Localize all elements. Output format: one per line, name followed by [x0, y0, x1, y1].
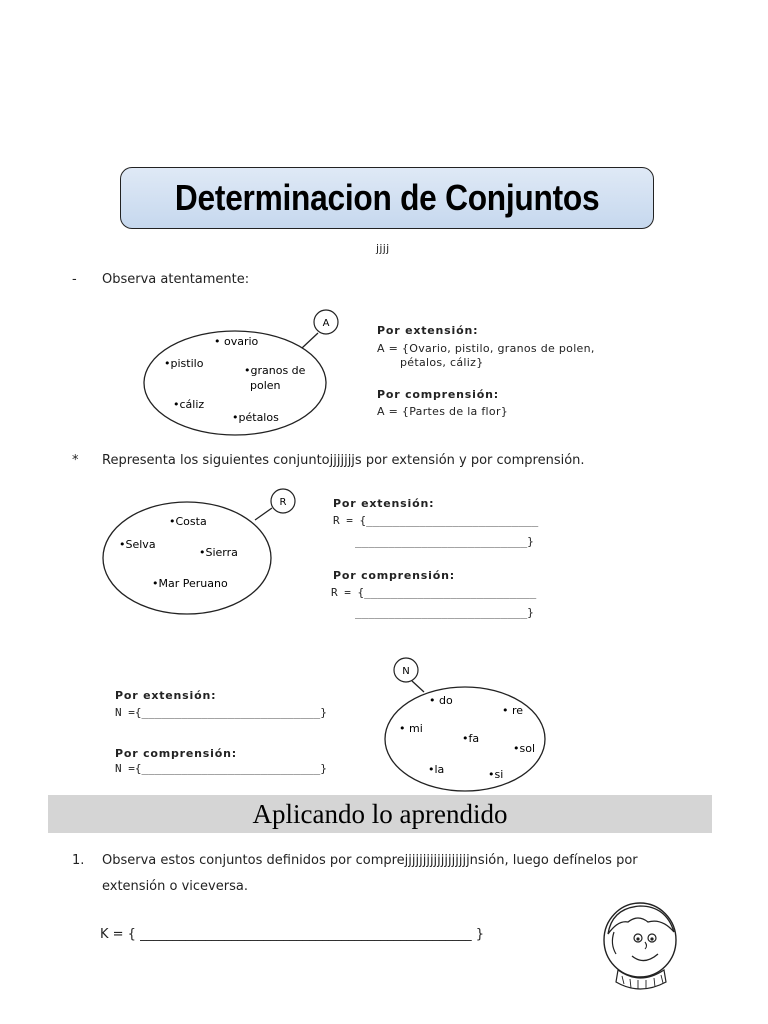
set-n-element-do: • do	[429, 694, 453, 707]
question1-number: 1.	[72, 853, 85, 868]
set-r-ext-label: Por extensión:	[333, 497, 435, 510]
exercise-bullet: *	[72, 453, 79, 468]
set-r-label: R	[279, 497, 287, 508]
set-a-label: A	[322, 318, 330, 329]
example-ext-line2: pétalos, cáliz}	[400, 356, 484, 369]
set-n-element-fa: •fa	[462, 732, 480, 745]
example-ext-line1: A = {Ovario, pistilo, granos de polen,	[377, 342, 595, 355]
set-n-element-mi: • mi	[399, 722, 423, 735]
question1-line2: extensión o viceversa.	[102, 879, 248, 894]
set-a-element-pistilo: •pistilo	[164, 357, 204, 370]
set-r-comp-label: Por comprensión:	[333, 569, 455, 582]
page-title: Determinacion de Conjuntos	[174, 177, 600, 218]
stray-text: jjjj	[376, 242, 390, 255]
intro-bullet: -	[72, 272, 77, 287]
set-r-ext-line1[interactable]: R = {__________________________	[333, 514, 539, 527]
set-a-element-granos: •granos de	[244, 364, 306, 377]
set-r-element-sierra: •Sierra	[199, 546, 238, 559]
set-r-diagram	[100, 488, 300, 618]
set-a-element-petalos: •pétalos	[232, 411, 279, 424]
set-n-element-la: •la	[428, 763, 445, 776]
set-n-element-sol: •sol	[513, 742, 536, 755]
set-r-element-mar: •Mar Peruano	[152, 577, 228, 590]
example-ext-label: Por extensión:	[377, 324, 479, 337]
set-n-connector	[412, 681, 424, 692]
set-r-connector	[255, 508, 272, 520]
example-comp-label: Por comprensión:	[377, 388, 499, 401]
intro-text: Observa atentamente:	[102, 272, 250, 287]
section-band	[48, 795, 712, 833]
set-n-element-re: • re	[502, 704, 524, 717]
set-n-ext-label: Por extensión:	[115, 689, 217, 702]
set-r-comp-line2[interactable]: __________________________}	[355, 606, 534, 619]
set-n-comp-label: Por comprensión:	[115, 747, 237, 760]
set-r-element-selva: •Selva	[119, 538, 156, 551]
set-a-element-ovario: • ovario	[214, 335, 259, 348]
set-a-connector	[302, 333, 318, 348]
question1-line1: Observa estos conjuntos definidos por comprejjjjjjjjjjjjjjjjjjnsión, luego defínelos por	[102, 853, 638, 868]
set-a-diagram	[140, 305, 355, 440]
exercise-text: Representa los siguientes conjuntojjjjjjjs por extensión y por comprensión.	[102, 453, 585, 468]
set-a-element-polen: polen	[250, 379, 281, 392]
title-banner	[120, 167, 654, 229]
cartoon-face-icon	[600, 900, 682, 990]
example-comp-text: A = {Partes de la flor}	[377, 405, 509, 418]
set-n-comp-line[interactable]: N ={___________________________}	[115, 762, 327, 775]
set-n-diagram	[380, 655, 555, 795]
set-n-element-si: •si	[488, 768, 504, 781]
set-n-ext-line[interactable]: N ={___________________________}	[115, 706, 327, 719]
set-n-label: N	[402, 666, 410, 677]
set-a-element-caliz: •cáliz	[173, 398, 205, 411]
k-answer-line[interactable]: K = { ___________________________________________________ }	[100, 927, 484, 942]
set-r-element-costa: •Costa	[169, 515, 207, 528]
set-r-comp-line1[interactable]: R = {__________________________	[331, 586, 537, 599]
set-r-ext-line2[interactable]: __________________________}	[355, 535, 534, 548]
section-title: Aplicando lo aprendido	[252, 798, 508, 829]
